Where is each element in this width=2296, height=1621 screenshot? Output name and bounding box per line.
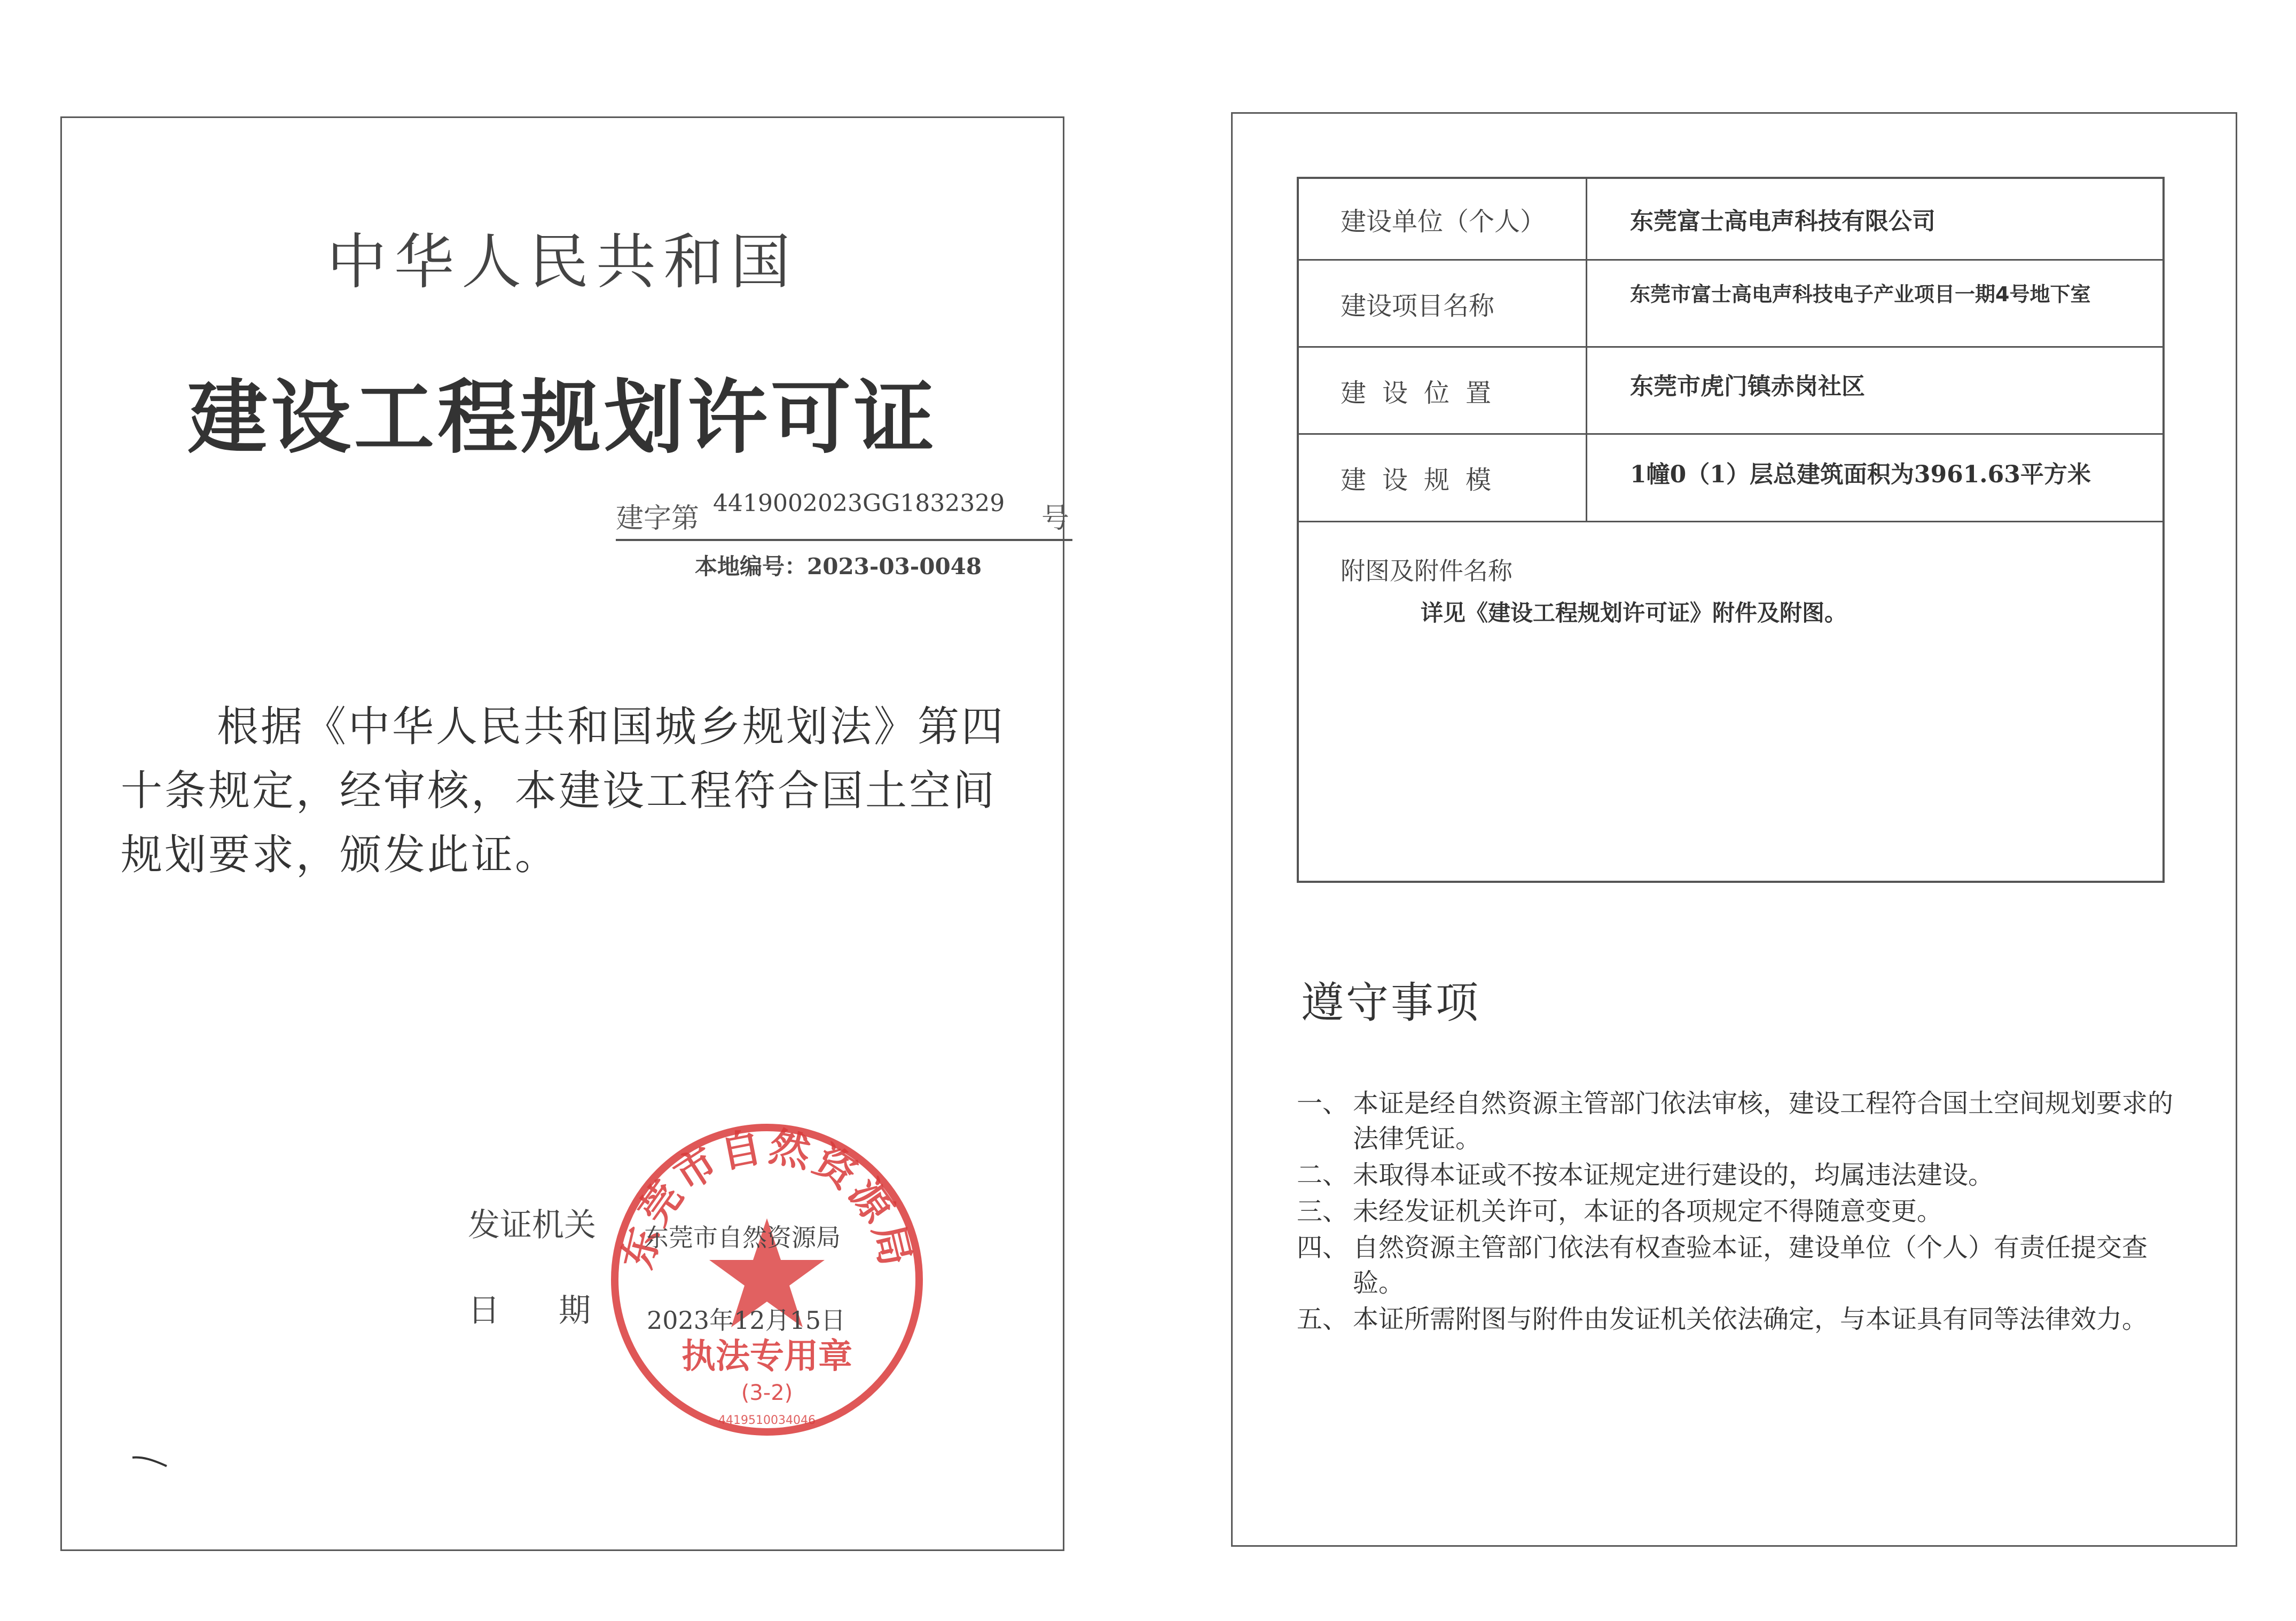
note-text: 自然资源主管部门依法有权查验本证，建设单位（个人）有责任提交查验。: [1353, 1233, 2148, 1298]
list-item: [1297, 1157, 2178, 1193]
legal-basis-text: 根据《中华人民共和国城乡规划法》第四十条规定，经审核，本建设工程符合国土空间规划要求，颁发此证。: [121, 703, 1006, 879]
local-number-label: 本地编号：: [695, 553, 808, 580]
note-text: 本证所需附图与附件由发证机关依法确定，与本证具有同等法律效力。: [1353, 1304, 2148, 1334]
note-number: 一、: [1297, 1089, 1349, 1118]
scale-value: 1幢0（1）层总建筑面积为3961.63平方米: [1630, 461, 2091, 488]
note-text: 未取得本证或不按本证规定进行建设的，均属违法建设。: [1353, 1160, 1994, 1190]
issue-date: 2023年12月15日: [647, 1306, 846, 1335]
local-number: 2023-03-0048: [807, 553, 982, 580]
project-name-value: 东莞市富士高电声科技电子产业项目一期4号地下室: [1630, 283, 2091, 306]
permit-suffix: 号: [1041, 503, 1069, 535]
notes-heading: 遵守事项: [1301, 978, 1480, 1028]
date-label: 日期: [468, 1292, 649, 1329]
attachments-value: 详见《建设工程规划许可证》附件及附图。: [1421, 600, 1847, 626]
table-row: [1299, 261, 2162, 348]
note-number: 四、: [1297, 1233, 1349, 1263]
note-number: 三、: [1297, 1196, 1349, 1226]
list-item: [1297, 1086, 2178, 1156]
seal-arc-text: 东莞市自然资源局: [613, 1122, 921, 1273]
note-text: 未经发证机关许可，本证的各项规定不得随意变更。: [1353, 1196, 1943, 1226]
issuer-label: 发证机关: [468, 1207, 596, 1244]
table-row: [1299, 435, 2162, 522]
permit-front-page: [60, 116, 1069, 1551]
pen-mark: [131, 1453, 169, 1469]
scale-label: 建设规模: [1299, 435, 1587, 521]
table-row: [1299, 348, 2162, 435]
note-text: 本证是经自然资源主管部门依法审核，建设工程符合国土空间规划要求的法律凭证。: [1353, 1089, 2174, 1154]
location-value: 东莞市虎门镇赤岗社区: [1630, 373, 1865, 400]
seal-sub-text: (3-2): [741, 1381, 793, 1405]
permit-back-page: [1231, 112, 2237, 1547]
official-seal: [596, 1109, 938, 1451]
location-label: 建设位置: [1299, 348, 1587, 433]
permit-number-line: [616, 485, 1072, 541]
note-number: 二、: [1297, 1160, 1349, 1190]
permit-info-table: [1297, 177, 2165, 883]
seal-inner-text: 执法专用章: [681, 1337, 852, 1376]
note-number: 五、: [1297, 1304, 1349, 1334]
list-item: [1297, 1230, 2178, 1301]
local-number-row: [695, 549, 982, 581]
notes-list: [1297, 1086, 2178, 1338]
issuer-value: 东莞市自然资源局: [644, 1223, 841, 1252]
project-name-label: 建设项目名称: [1299, 261, 1587, 346]
table-row: [1299, 179, 2162, 261]
permit-prefix: 建字第: [616, 503, 700, 535]
list-item: [1297, 1302, 2178, 1337]
permit-number: 4419002023GG1832329: [713, 490, 1005, 517]
document-title: 建设工程规划许可证: [187, 372, 937, 465]
construction-unit-label: 建设单位（个人）: [1299, 179, 1587, 259]
country-title: 中华人民共和国: [327, 228, 798, 297]
list-item: [1297, 1194, 2178, 1229]
attachments-label: 附图及附件名称: [1341, 557, 1513, 585]
construction-unit-value: 东莞富士高电声科技有限公司: [1630, 208, 1935, 235]
seal-code-text: 4419510034046: [718, 1414, 816, 1427]
